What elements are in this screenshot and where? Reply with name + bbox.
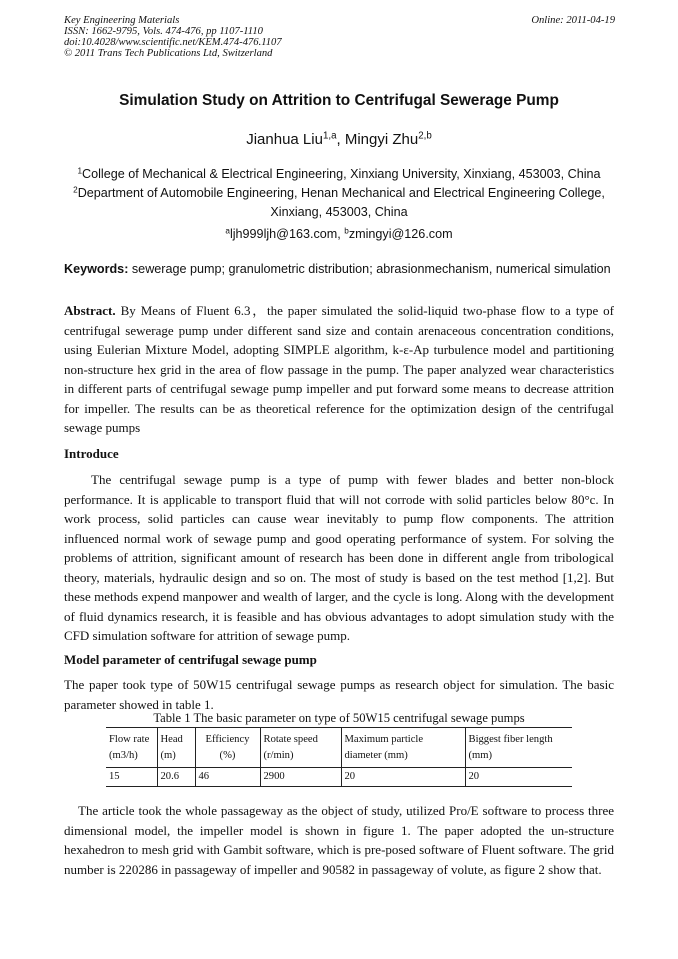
paper-title: Simulation Study on Attrition to Centrifugal Sewerage Pump — [119, 92, 559, 109]
email-b-sup: b — [344, 226, 349, 236]
author-2-name: Mingyi Zhu — [344, 131, 419, 148]
model-paragraph: The paper took type of 50W15 centrifugal sewage pumps as research object for simulation. The basic parameter showed in table 1. — [64, 677, 614, 712]
email-separator: , — [337, 227, 345, 241]
online-date: Online: 2011-04-19 — [531, 15, 615, 26]
table-cell: 20 — [341, 768, 465, 787]
abstract-label: Abstract. — [64, 303, 116, 318]
table-cell: 20 — [465, 768, 572, 787]
introduce-heading: Introduce — [64, 446, 119, 461]
author-separator: , — [336, 131, 345, 148]
copyright-line: © 2011 Trans Tech Publications Ltd, Switzerland — [64, 48, 273, 59]
affiliation-1-sup: 1 — [77, 166, 83, 176]
email-a[interactable]: ljh999ljh@163.com — [229, 227, 338, 241]
table-cell: 2900 — [260, 768, 341, 787]
email-b[interactable]: zmingyi@126.com — [348, 227, 453, 241]
table-header-cell: Efficiency (%) — [195, 728, 260, 768]
table-cell: 46 — [195, 768, 260, 787]
affiliation-1 — [60, 165, 618, 184]
introduce-paragraph: The centrifugal sewage pump is a type of pump with fewer blades and better non-block performance. It is applicable to transport fluid that will not corrode with solid particles below 80°c. In work process, solid particles can cause wear inevitably to pump flow components. The attrition influenced normal work of sewage pump and good operating performance of system. For solving the problems of attrition, significant amount of research has been done in different angle from tribological theory, materials, hydraulic design and so on. The most of study is based on the test method [1,2]. But these methods expend manpower and wealth of larger, and the cycle is long. Along with the development of fluid dynamics research, it is feasible and has obvious advantages to adopt simulation study with the CFD simulation software for attrition of sewage pump. — [64, 472, 614, 643]
table-row — [106, 768, 572, 787]
abstract-text: By Means of Fluent 6.3，the paper simulated the solid-liquid two-phase flow to a type of centrifugal sewerage pump under different sand size and contain arenaceous concentration conditions, using Eulerian Mixture Model, adopting SIMPLE algorithm, k-ε-Ap turbulence model and partitioning non-structure hex grid in the area of flow passage in the pump. The paper analyzed wear characteristics in different parts of centrifugal sewage pump impeller and put forward some means to decrease attrition for impeller. The results can be as theoretical reference for the optimization design of the centrifugal sewage pumps — [64, 303, 614, 435]
table-header-cell: Flow rate (m3/h) — [106, 728, 157, 768]
affiliation-2-sup: 2 — [73, 185, 78, 195]
table-caption: Table 1 The basic parameter on type of 50W15 centrifugal sewage pumps — [153, 711, 525, 725]
parameter-table — [106, 727, 572, 787]
table-header-cell: Maximum particle diameter (mm) — [341, 728, 465, 768]
email-line — [60, 225, 618, 244]
journal-name: Key Engineering Materials — [64, 15, 180, 26]
table-header-row — [106, 728, 572, 768]
closing-paragraph: The article took the whole passageway as the object of study, utilized Pro/E software to process three dimensional model, the impeller model is shown in figure 1. The paper adopted the un-structure hexahedron to mesh grid with Gambit software, which is pre-posed software of Fluent software. The grid number is 220286 in passageway of impeller and 90582 in passageway of volute, as figure 2 show that. — [64, 803, 614, 877]
affiliation-1-text: College of Mechanical & Electrical Engineering, Xinxiang University, Xinxiang, 453003, China — [82, 167, 601, 181]
journal-header — [64, 15, 282, 59]
table-header-cell: Biggest fiber length (mm) — [465, 728, 572, 768]
table-header-cell: Head (m) — [157, 728, 195, 768]
author-1-sup: 1,a — [322, 130, 337, 142]
author-2-sup: 2,b — [418, 130, 432, 142]
model-heading: Model parameter of centrifugal sewage pump — [64, 652, 317, 667]
author-line — [0, 131, 678, 148]
table-cell: 20.6 — [157, 768, 195, 787]
keywords-text: sewerage pump; granulometric distribution; abrasionmechanism, numerical simulation — [128, 262, 611, 276]
table-header-cell: Rotate speed (r/min) — [260, 728, 341, 768]
email-a-sup: a — [225, 226, 230, 236]
author-1-name: Jianhua Liu — [246, 131, 323, 148]
abstract — [64, 301, 614, 438]
affiliation-2-text: Department of Automobile Engineering, Henan Mechanical and Electrical Engineering College, Xinxiang, 453003, China — [77, 186, 605, 219]
doi-line[interactable]: doi:10.4028/www.scientific.net/KEM.474-476.1107 — [64, 37, 282, 48]
keywords-label: Keywords: — [64, 262, 129, 276]
issn-line: ISSN: 1662-9795, Vols. 474-476, pp 1107-1110 — [64, 26, 263, 37]
affiliation-2 — [60, 184, 618, 222]
keywords — [64, 262, 611, 276]
table-cell: 15 — [106, 768, 157, 787]
